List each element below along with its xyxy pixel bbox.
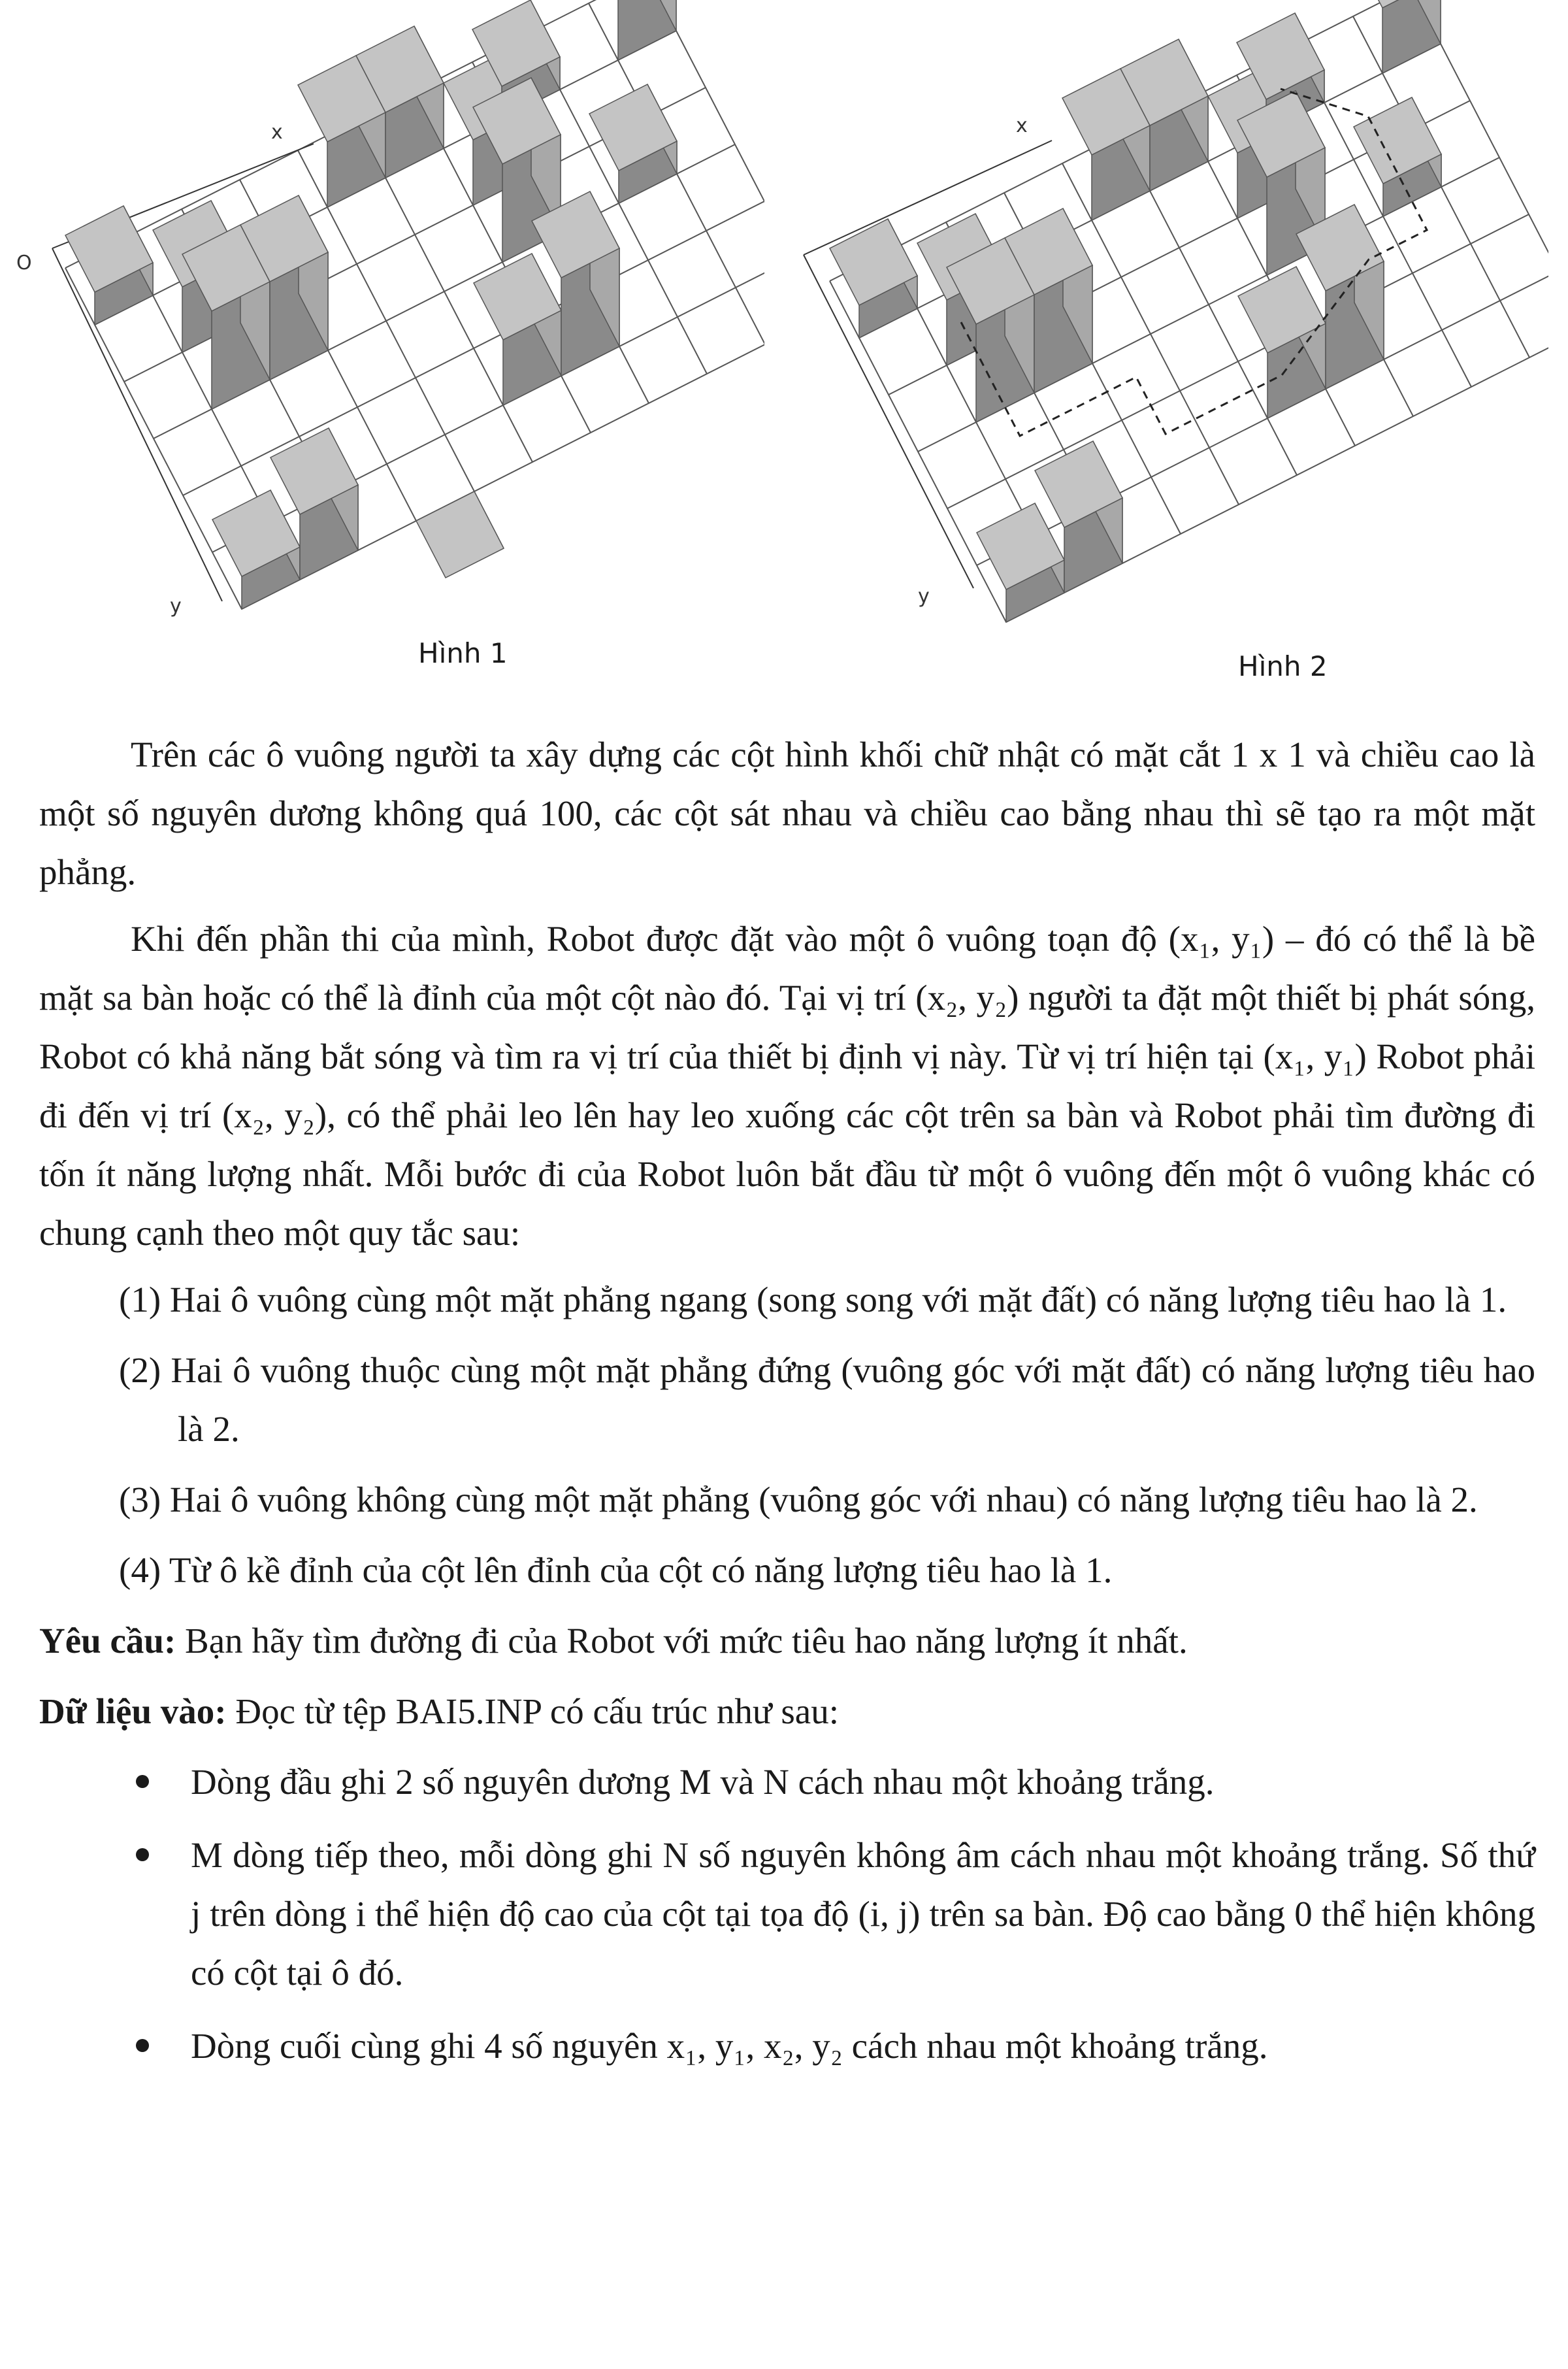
figure-1 [16,0,764,654]
requirement-text: Bạn hãy tìm đường đi của Robot với mức tiêu hao năng lượng ít nhất. [176,1621,1188,1661]
input-label: Dữ liệu vào: [39,1691,227,1731]
figure-2-columns [830,0,1441,622]
rule-4: (4) Từ ô kề đỉnh của cột lên đỉnh của cột có năng lượng tiêu hao là 1. [119,1550,1113,1590]
bullet-icon [136,2039,149,2052]
list-item-text: Dòng cuối cùng ghi 4 số nguyên x₁, y₁, x₂, y₂ cách nhau một khoảng trắng. [191,2026,1268,2066]
input-format-list [39,1753,1535,2076]
input-spec [39,1682,1535,1741]
list-item-text: M dòng tiếp theo, mỗi dòng ghi N số nguyên không âm cách nhau một khoảng trắng. Số thứ j trên dòng i thể hiện độ cao của cột tại tọa độ (i, j) trên sa bàn. Độ cao bằng 0 thể hiện không có cột tại ô đó. [191,1835,1535,1993]
requirement [39,1612,1535,1670]
list-item-text: Dòng đầu ghi 2 số nguyên dương M và N cách nhau một khoảng trắng. [191,1762,1215,1802]
figure-2-x-axis-label: x [1016,114,1028,137]
figure-2-drawing [777,0,1548,680]
paragraph-robot: Khi đến phần thi của mình, Robot được đặt vào một ô vuông toạn độ (x₁, y₁) – đó có thể là bề mặt sa bàn hoặc có thể là đỉnh của một cột nào đó. Tại vị trí (x₂, y₂) người ta đặt một thiết bị phát sóng, Robot có khả năng bắt sóng và tìm ra vị trí của thiết bị định vị này. Từ vị trí hiện tại (x₁, y₁) Robot phải đi đến vị trí (x₂, y₂), có thể phải leo lên hay leo xuống các cột trên sa bàn và Robot phải tìm đường đi tốn ít năng lượng nhất. Mỗi bước đi của Robot luôn bắt đầu từ một ô vuông đến một ô vuông khác có chung cạnh theo một quy tắc sau: [39,919,1535,1253]
paragraph-columns: Trên các ô vuông người ta xây dựng các cột hình khối chữ nhật có mặt cắt 1 x 1 và chiều cao là một số nguyên dương không quá 100, các cột sát nhau và chiều cao bằng nhau thì sẽ tạo ra một mặt phẳng. [39,735,1535,892]
figure-1-caption: Hình 1 [418,637,508,669]
figure-1-drawing [26,0,764,654]
figure-1-y-axis-label: y [170,595,182,618]
requirement-label: Yêu cầu: [39,1621,176,1661]
input-text: Đọc từ tệp BAI5.INP có cấu trúc như sau: [226,1691,839,1731]
list-item [39,1753,1535,1812]
list-item [39,2017,1535,2076]
figure-2-y-axis-label: y [918,585,930,608]
figure-2 [777,0,1548,680]
problem-text [39,725,1535,2090]
rule-1: (1) Hai ô vuông cùng một mặt phẳng ngang (song song với mặt đất) có năng lượng tiêu hao là 1. [119,1280,1507,1319]
list-item [39,1826,1535,2002]
rule-2: (2) Hai ô vuông thuộc cùng một mặt phẳng đứng (vuông góc với mặt đất) có năng lượng tiêu hao là 2. [119,1350,1535,1449]
figure-1-x-axis-label: x [271,121,283,144]
column-top-face [416,491,504,578]
rule-3: (3) Hai ô vuông không cùng một mặt phẳng (vuông góc với nhau) có năng lượng tiêu hao là 2. [119,1480,1478,1519]
bullet-icon [136,1848,149,1861]
figure-1-origin-label: O [16,252,32,274]
bullet-icon [136,1775,149,1788]
figure-2-caption: Hình 2 [1238,650,1328,682]
